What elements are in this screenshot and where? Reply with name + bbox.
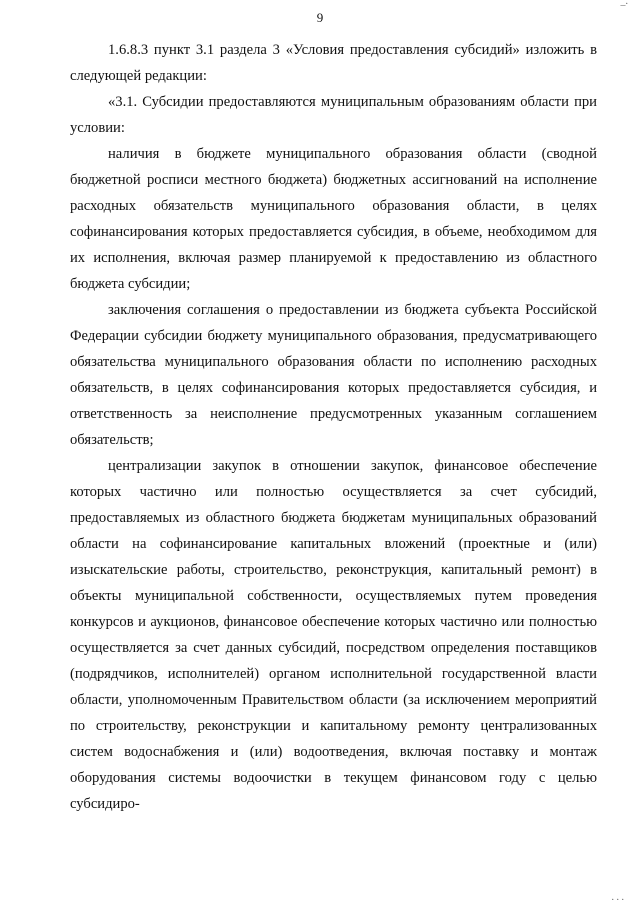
paragraph-4: заключения соглашения о предоставлении из бюджета субъекта Российской Федерации субсидии бюджету муниципального образования, предусматривающего обязательства муниципального образования области по исполнению расходных обязательств, в целях софинансирования которых предоставляется субсидия, и ответственность за неисполнение предусмотренных указанным соглашением обязательств; bbox=[70, 302, 597, 448]
scan-mark-top: _. bbox=[620, 0, 628, 7]
paragraph-3: наличия в бюджете муниципального образования области (сводной бюджетной росписи местного бюджета) бюджетных ассигнований на исполнение расходных обязательств муниципального образования области, в целях софинансирования которых предоставляется субсидия, в объеме, необходимом для их исполнения, включая размер планируемой к предоставлению из областного бюджета субсидии; bbox=[70, 146, 597, 292]
page-number: 9 bbox=[316, 10, 324, 25]
document-body bbox=[70, 37, 597, 817]
paragraph-1: 1.6.8.3 пункт 3.1 раздела 3 «Условия предоставления субсидий» изложить в следующей редакции: bbox=[70, 42, 597, 84]
paragraph-5: централизации закупок в отношении закупок, финансовое обеспечение которых частично или полностью осуществляется за счет субсидий, предоставляемых из областного бюджета бюджетам муниципальных образований области на софинансирование капитальных вложений (проектные и (или) изыскательские работы, строительство, реконструкция, капитальный ремонт) в объекты муниципальной собственности, осуществляемых путем проведения конкурсов и аукционов, финансовое обеспечение которых частично или полностью осуществляется за счет данных субсидий, посредством определения поставщиков (подрядчиков, исполнителей) органом исполнительной государственной власти области, уполномоченным Правительством области (за исключением мероприятий по строительству, реконструкции и капитальному ремонту централизованных систем водоснабжения и (или) водоотведения, включая поставку и монтаж оборудования системы водоочистки в текущем финансовом году с целью субсидиро- bbox=[70, 458, 597, 812]
paragraph-2: «3.1. Субсидии предоставляются муниципальным образованиям области при условии: bbox=[70, 94, 597, 136]
scan-mark-bottom: . . . bbox=[611, 892, 624, 903]
